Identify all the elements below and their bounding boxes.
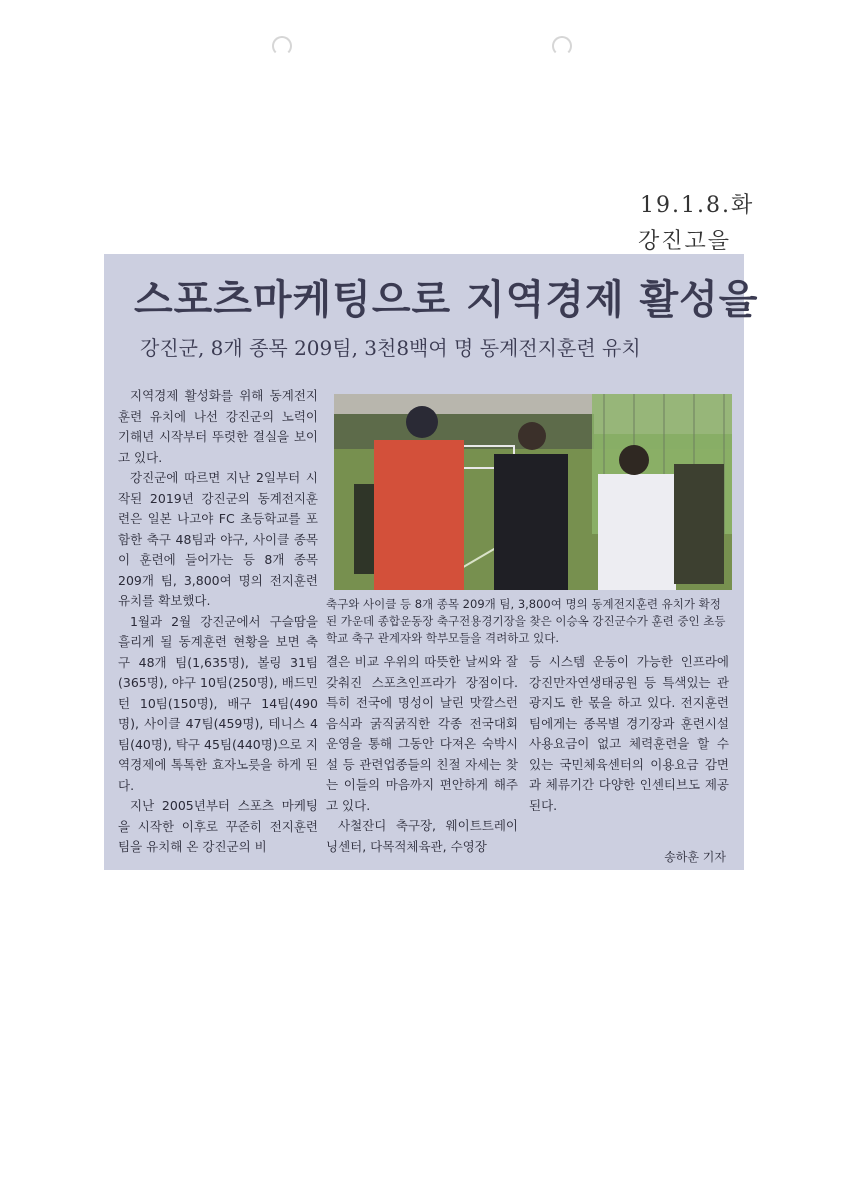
article-byline: 송하훈 기자 bbox=[664, 850, 726, 864]
paragraph: 결은 비교 우위의 따뜻한 날씨와 잘 갖춰진 스포츠인프라가 장점이다. 특히 전국에 명성이 날린 맛깔스런 음식과 굵직굵직한 각종 전국대회운영을 통해 그동안 다져온 숙박시설 등 관련업종들의 친절 자세는 찾는 이들의 마음까지 편안하게 해주고 있다. bbox=[326, 654, 518, 813]
handwritten-source: 강진고을 bbox=[638, 229, 732, 254]
article-subheadline: 강진군, 8개 종목 209팀, 3천8백여 명 동계전지훈련 유치 bbox=[140, 336, 641, 360]
photo-illustration bbox=[334, 394, 732, 590]
paragraph: 등 시스템 운동이 가능한 인프라에 강진만자연생태공원 등 특색있는 관광지도 한 몫을 하고 있다. 전지훈련 팀에게는 종목별 경기장과 훈련시설 사용요금이 없고 체력훈련을 할 수 있는 국민체육센터의 이용요금 감면과 체류기간 다양한 인센티브도 제공된다. bbox=[529, 654, 729, 813]
photo-caption: 축구와 사이클 등 8개 종목 209개 팀, 3,800여 명의 동계전지훈련 유치가 확정된 가운데 종합운동장 축구전용경기장을 찾은 이승옥 강진군수가 훈련 중인 초등학교 축구 관계자와 학부모들을 격려하고 있다. bbox=[326, 597, 726, 645]
newspaper-clipping bbox=[104, 254, 759, 870]
article-column-3 bbox=[529, 652, 729, 816]
paragraph: 1월과 2월 강진군에서 구슬땀을 흘리게 될 동계훈련 현황을 보면 축구 48개 팀(1,635명), 볼링 31팀(365명), 야구 10팀(250명), 배드민턴 10팀(150명), 배구 14팀(490명), 사이클 47팀(459명), 테니스 4팀(40명), 탁구 45팀(440명)으로 지역경제에 톡톡한 효자노릇을 하게 된다. bbox=[118, 613, 318, 793]
article-headline: 스포츠마케팅으로 지역경제 활성을 bbox=[134, 277, 759, 323]
paragraph: 지난 2005년부터 스포츠 마케팅을 시작한 이후로 꾸준히 전지훈련 팀을 유치해 온 강진군의 비 bbox=[118, 798, 318, 854]
article-photo bbox=[334, 394, 732, 590]
paragraph: 사철잔디 축구장, 웨이트트레이닝센터, 다목적체육관, 수영장 bbox=[326, 818, 518, 854]
punch-hole-right bbox=[552, 36, 572, 56]
paragraph: 강진군에 따르면 지난 2일부터 시작된 2019년 강진군의 동계전지훈련은 일본 나고야 FC 초등학교를 포함한 축구 48팀과 야구, 사이클 종목이 훈련에 들어가는 등 8개 종목 209개 팀, 3,800여 명의 전지훈련 유치를 확보했다. bbox=[118, 470, 318, 608]
article-column-2 bbox=[326, 652, 518, 857]
punch-hole-left bbox=[272, 36, 292, 56]
handwritten-date: 19.1.8.화 bbox=[640, 193, 755, 218]
paragraph: 지역경제 활성화를 위해 동계전지훈련 유치에 나선 강진군의 노력이 기해년 시작부터 뚜렷한 결실을 보이고 있다. bbox=[118, 388, 318, 465]
article-column-1 bbox=[118, 386, 318, 858]
